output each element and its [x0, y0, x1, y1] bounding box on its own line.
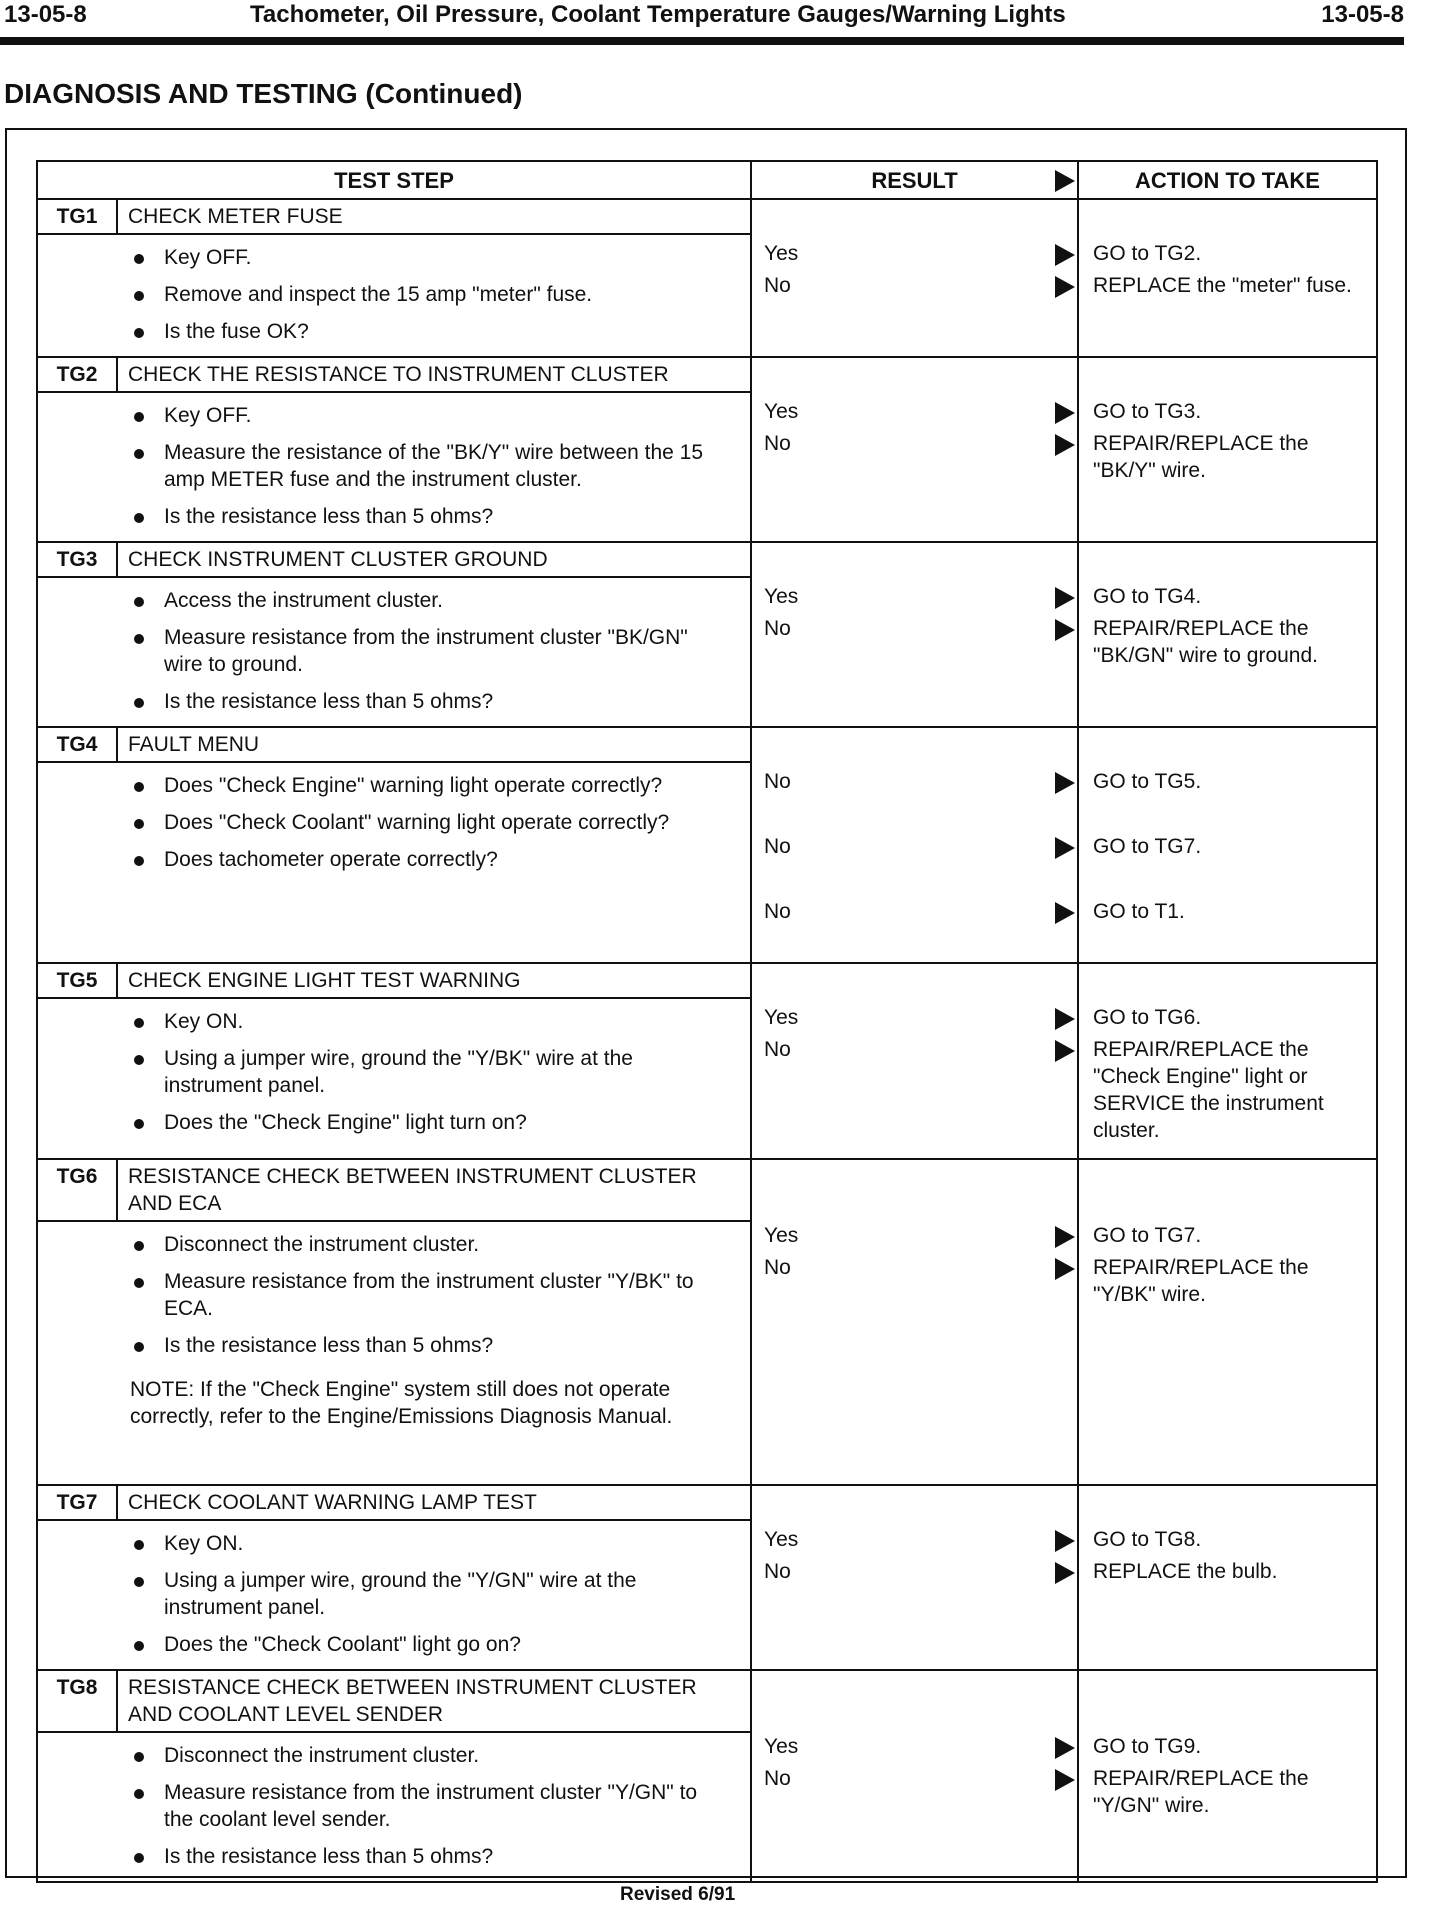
table-header-row	[37, 161, 1377, 199]
step-items	[38, 763, 750, 884]
step-items	[38, 1521, 750, 1669]
action-cell	[1078, 1159, 1377, 1485]
step-item: Access the instrument cluster.	[38, 582, 750, 619]
step-title: CHECK THE RESISTANCE TO INSTRUMENT CLUSTER	[128, 363, 669, 386]
result-cell	[751, 1670, 1078, 1882]
step-item: Disconnect the instrument cluster.	[38, 1737, 750, 1774]
page-number-right: 13-05-8	[1321, 1, 1404, 28]
result-line	[764, 1558, 1077, 1585]
result-value: Yes	[764, 1224, 799, 1247]
step-item: Using a jumper wire, ground the "Y/GN" wire at the instrument panel.	[38, 1562, 750, 1626]
step-header	[38, 1160, 750, 1222]
result-line	[764, 583, 1077, 610]
action-cell	[1078, 1670, 1377, 1882]
arrow-right-icon	[1055, 1226, 1075, 1248]
step-item: Using a jumper wire, ground the "Y/BK" wire at the instrument panel.	[38, 1040, 750, 1104]
arrow-right-icon	[1055, 772, 1075, 794]
action-text: GO to TG2.	[1093, 242, 1202, 265]
step-item: Does tachometer operate correctly?	[38, 841, 750, 878]
table-row	[37, 357, 1377, 542]
step-item: Measure resistance from the instrument cluster "Y/BK" to ECA.	[38, 1263, 750, 1327]
result-value: No	[764, 617, 791, 640]
result-line	[764, 1526, 1077, 1553]
arrow-right-icon	[1055, 1530, 1075, 1552]
test-step-cell	[37, 1670, 751, 1882]
step-title: CHECK COOLANT WARNING LAMP TEST	[128, 1491, 537, 1514]
result-value: No	[764, 1560, 791, 1583]
step-item: Is the fuse OK?	[38, 313, 750, 350]
table-row	[37, 727, 1377, 963]
result-line	[764, 398, 1077, 425]
step-items	[38, 1733, 750, 1881]
page-number-left: 13-05-8	[4, 1, 87, 28]
result-cell	[751, 542, 1078, 727]
result-line	[764, 615, 1077, 642]
action-cell	[1078, 357, 1377, 542]
result-cell	[751, 963, 1078, 1159]
action-text: REPAIR/REPLACE the "BK/Y" wire.	[1093, 432, 1309, 482]
step-item: Is the resistance less than 5 ohms?	[38, 1838, 750, 1875]
result-value: Yes	[764, 1735, 799, 1758]
test-step-cell	[37, 727, 751, 963]
action-text: GO to TG9.	[1093, 1735, 1202, 1758]
step-item: Disconnect the instrument cluster.	[38, 1226, 750, 1263]
action-cell	[1078, 963, 1377, 1159]
result-line	[764, 768, 1077, 795]
table-row	[37, 1670, 1377, 1882]
action-cell	[1078, 727, 1377, 963]
footer-revision: Revised 6/91	[620, 1884, 736, 1905]
step-header	[38, 964, 750, 999]
step-note: NOTE: If the "Check Engine" system still does not operate correctly, refer to the Engine/Emissions Diagnosis Manual.	[130, 1378, 673, 1428]
arrow-right-icon	[1055, 402, 1075, 424]
table-row	[37, 1485, 1377, 1670]
column-result	[751, 161, 1078, 199]
result-line	[764, 1004, 1077, 1031]
step-header	[38, 1486, 750, 1521]
arrow-right-icon	[1055, 1008, 1075, 1030]
result-line	[764, 898, 1077, 925]
result-value: No	[764, 900, 791, 923]
step-id: TG6	[38, 1160, 118, 1220]
arrow-right-icon	[1055, 276, 1075, 298]
result-line	[764, 430, 1077, 457]
result-cell	[751, 727, 1078, 963]
result-line	[764, 1254, 1077, 1281]
action-text: REPAIR/REPLACE the "Y/GN" wire.	[1093, 1767, 1309, 1817]
arrow-right-icon	[1055, 244, 1075, 266]
test-step-cell	[37, 1159, 751, 1485]
action-text: GO to TG5.	[1093, 770, 1202, 793]
step-item: Is the resistance less than 5 ohms?	[38, 498, 750, 535]
action-text: GO to TG8.	[1093, 1528, 1202, 1551]
step-id: TG5	[38, 964, 118, 997]
step-items	[38, 393, 750, 541]
arrow-right-icon	[1055, 170, 1075, 192]
step-items	[38, 1222, 750, 1370]
action-text: GO to TG6.	[1093, 1006, 1202, 1029]
table-row	[37, 963, 1377, 1159]
result-line	[764, 1765, 1077, 1792]
action-text: GO to TG7.	[1093, 1224, 1202, 1247]
table-row	[37, 199, 1377, 357]
action-text: GO to T1.	[1093, 900, 1185, 923]
step-title: CHECK METER FUSE	[128, 205, 343, 228]
result-cell	[751, 357, 1078, 542]
action-text: REPAIR/REPLACE the "BK/GN" wire to ground.	[1093, 617, 1319, 667]
action-text: GO to TG4.	[1093, 585, 1202, 608]
step-item: Key OFF.	[38, 239, 750, 276]
diagnosis-table	[36, 160, 1378, 1883]
test-step-cell	[37, 199, 751, 357]
step-items	[38, 999, 750, 1147]
step-item: Key OFF.	[38, 397, 750, 434]
result-value: No	[764, 835, 791, 858]
step-id: TG7	[38, 1486, 118, 1519]
arrow-right-icon	[1055, 837, 1075, 859]
result-value: No	[764, 432, 791, 455]
page-header	[0, 0, 1440, 40]
step-item: Is the resistance less than 5 ohms?	[38, 1327, 750, 1364]
arrow-right-icon	[1055, 1040, 1075, 1062]
result-value: Yes	[764, 1528, 799, 1551]
action-cell	[1078, 199, 1377, 357]
result-value: Yes	[764, 242, 799, 265]
step-title: FAULT MENU	[128, 733, 260, 756]
step-header	[38, 728, 750, 763]
table-row	[37, 542, 1377, 727]
arrow-right-icon	[1055, 1769, 1075, 1791]
page-header-title: Tachometer, Oil Pressure, Coolant Temperature Gauges/Warning Lights	[250, 1, 1066, 28]
step-item: Remove and inspect the 15 amp "meter" fuse.	[38, 276, 750, 313]
step-item: Measure resistance from the instrument cluster "Y/GN" to the coolant level sender.	[38, 1774, 750, 1838]
test-step-cell	[37, 1485, 751, 1670]
step-item: Does the "Check Coolant" light go on?	[38, 1626, 750, 1663]
result-cell	[751, 1159, 1078, 1485]
step-item: Does "Check Coolant" warning light operate correctly?	[38, 804, 750, 841]
result-value: No	[764, 1256, 791, 1279]
step-title: CHECK ENGINE LIGHT TEST WARNING	[128, 969, 521, 992]
step-header	[38, 543, 750, 578]
step-item: Is the resistance less than 5 ohms?	[38, 683, 750, 720]
table-row	[37, 1159, 1377, 1485]
arrow-right-icon	[1055, 1562, 1075, 1584]
step-id: TG3	[38, 543, 118, 576]
result-value: No	[764, 1038, 791, 1061]
action-text: REPAIR/REPLACE the "Y/BK" wire.	[1093, 1256, 1309, 1306]
test-step-cell	[37, 963, 751, 1159]
test-step-cell	[37, 542, 751, 727]
column-result-label: RESULT	[871, 167, 958, 193]
result-line	[764, 272, 1077, 299]
action-text: GO to TG3.	[1093, 400, 1202, 423]
action-text: REPLACE the "meter" fuse.	[1093, 274, 1352, 297]
result-value: No	[764, 1767, 791, 1790]
step-id: TG4	[38, 728, 118, 761]
step-item: Measure the resistance of the "BK/Y" wire between the 15 amp METER fuse and the instrument cluster.	[38, 434, 750, 498]
step-id: TG8	[38, 1671, 118, 1731]
result-value: Yes	[764, 585, 799, 608]
arrow-right-icon	[1055, 587, 1075, 609]
action-cell	[1078, 542, 1377, 727]
result-line	[764, 1222, 1077, 1249]
step-header	[38, 358, 750, 393]
step-items	[38, 578, 750, 726]
step-item: Does the "Check Engine" light turn on?	[38, 1104, 750, 1141]
step-items	[38, 235, 750, 356]
result-line	[764, 833, 1077, 860]
step-item: Key ON.	[38, 1003, 750, 1040]
step-header	[38, 200, 750, 235]
step-id: TG2	[38, 358, 118, 391]
arrow-right-icon	[1055, 902, 1075, 924]
action-text: REPLACE the bulb.	[1093, 1560, 1278, 1583]
column-test-step: TEST STEP	[37, 161, 751, 199]
step-title: RESISTANCE CHECK BETWEEN INSTRUMENT CLUSTER AND COOLANT LEVEL SENDER	[128, 1676, 697, 1726]
step-header	[38, 1671, 750, 1733]
result-cell	[751, 1485, 1078, 1670]
result-value: No	[764, 274, 791, 297]
result-value: Yes	[764, 1006, 799, 1029]
result-line	[764, 1733, 1077, 1760]
arrow-right-icon	[1055, 434, 1075, 456]
table-body	[37, 199, 1377, 1882]
step-item: Does "Check Engine" warning light operate correctly?	[38, 767, 750, 804]
column-action: ACTION TO TAKE	[1078, 161, 1377, 199]
result-cell	[751, 199, 1078, 357]
arrow-right-icon	[1055, 1258, 1075, 1280]
action-text: REPAIR/REPLACE the "Check Engine" light or SERVICE the instrument cluster.	[1093, 1038, 1324, 1142]
step-id: TG1	[38, 200, 118, 233]
result-line	[764, 240, 1077, 267]
result-line	[764, 1036, 1077, 1063]
step-item: Key ON.	[38, 1525, 750, 1562]
arrow-right-icon	[1055, 1737, 1075, 1759]
step-title: CHECK INSTRUMENT CLUSTER GROUND	[128, 548, 548, 571]
arrow-right-icon	[1055, 619, 1075, 641]
action-cell	[1078, 1485, 1377, 1670]
step-title: RESISTANCE CHECK BETWEEN INSTRUMENT CLUSTER AND ECA	[128, 1165, 697, 1215]
result-value: Yes	[764, 400, 799, 423]
test-step-cell	[37, 357, 751, 542]
step-item: Measure resistance from the instrument cluster "BK/GN" wire to ground.	[38, 619, 750, 683]
result-value: No	[764, 770, 791, 793]
action-text: GO to TG7.	[1093, 835, 1202, 858]
header-rule	[0, 37, 1404, 45]
section-title: DIAGNOSIS AND TESTING (Continued)	[4, 78, 523, 109]
